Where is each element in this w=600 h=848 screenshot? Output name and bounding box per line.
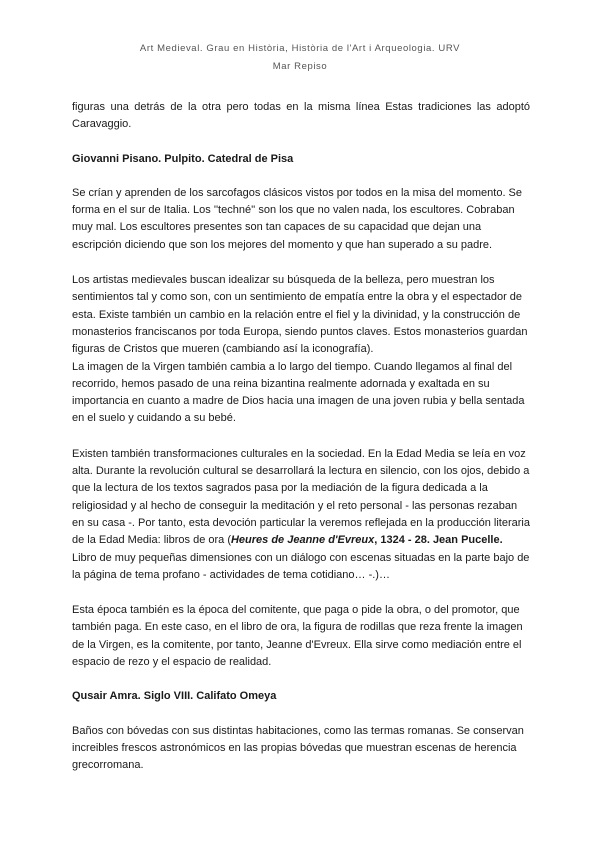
section-heading-qusair-amra: Qusair Amra. Siglo VIII. Califato Omeya [72,690,277,703]
paragraph-reading-culture [72,446,530,584]
paragraph-sculptors: Se crían y aprenden de los sarcofagos clásicos vistos por todos en la misa del momento. Se forma en el sur de Italia. Los ''techné'' son los que no valen nada, los escultores. Cobraban muy mal. Los escultores presentes son tan capaces de su capacidad que dejan una escripción diciendo que son los mejores del momento y que han superado a su padre. [72,186,523,251]
author-name: Mar Repiso [272,61,328,72]
book-title: Heures de Jeanne d'Evreux [230,534,375,547]
book-reference: , 1324 - 28. Jean Pucelle. [374,534,503,547]
paragraph-comitente: Esta época también es la época del comitente, que paga o pide la obra, o del promotor, que también paga. En este caso, en el libro de ora, la figura de rodillas que reza frente la imagen de la Virgen, es la comitente, por tanto, Jeanne d'Evreux. Ella sirve como mediación entre el espacio de rezo y el espacio de realidad. [72,604,523,669]
paragraph-virgin-image: La imagen de la Virgen también cambia a lo largo del tiempo. Cuando llegamos al final del recorrido, hemos pasado de una reina bizantina realmente adornada y exaltada en su importancia en cuanto a madre de Dios hacia una imagen de una joven rubia y bella sentada en el suelo y cuidando a su bebé. [72,360,525,425]
page-header [0,40,600,76]
paragraph-baths: Baños con bóvedas con sus distintas habitaciones, como las termas romanas. Se conservan increibles frescos astronómicos en las propias bóvedas que muestran escenas de herencia grecorromana. [72,724,524,772]
section-heading-pisano: Giovanni Pisano. Pulpito. Catedral de Pisa [72,152,294,165]
paragraph-caravaggio: figuras una detrás de la otra pero todas en la misma línea Estas tradiciones las adoptó Caravaggio. [72,101,530,131]
reading-text-b: Libro de muy pequeñas dimensiones con un diálogo con escenas situadas en la parte bajo de la página de tema profano - actividades de tema cotidiano… -.)… [72,551,530,581]
reading-text-a: Existen también transformaciones culturales en la sociedad. En la Edad Media se leía en voz alta. Durante la revolución cultural se desarrollará la lectura en silencio, con los ojos, debido a que la lectura de los textos sagrados pasa por la mediación de la figura dedicada a la religiosidad y al hecho de conseguir la meditación y el reto personal - las personas rezaban en su casa -. Por tanto, esta devoción particular la veremos reflejada en la producción literaria de la Edad Media: libros de ora ( [72,447,530,547]
course-title: Art Medieval. Grau en Història, Història de l'Art i Arqueologia. URV [139,43,461,54]
paragraph-medieval-artists: Los artistas medievales buscan idealizar su búsqueda de la belleza, pero muestran los sentimientos tal y como son, con un sentimiento de empatía entre la obra y el espectador de esta. Existe también un cambio en la relación entre el fiel y la divinidad, y la construcción de monasterios franciscanos por toda Europa, siendo puntos claves. Estos monasterios guardan figuras de Cristos que mueren (cambiando así la iconografía). [72,274,528,356]
document-body [72,99,530,775]
